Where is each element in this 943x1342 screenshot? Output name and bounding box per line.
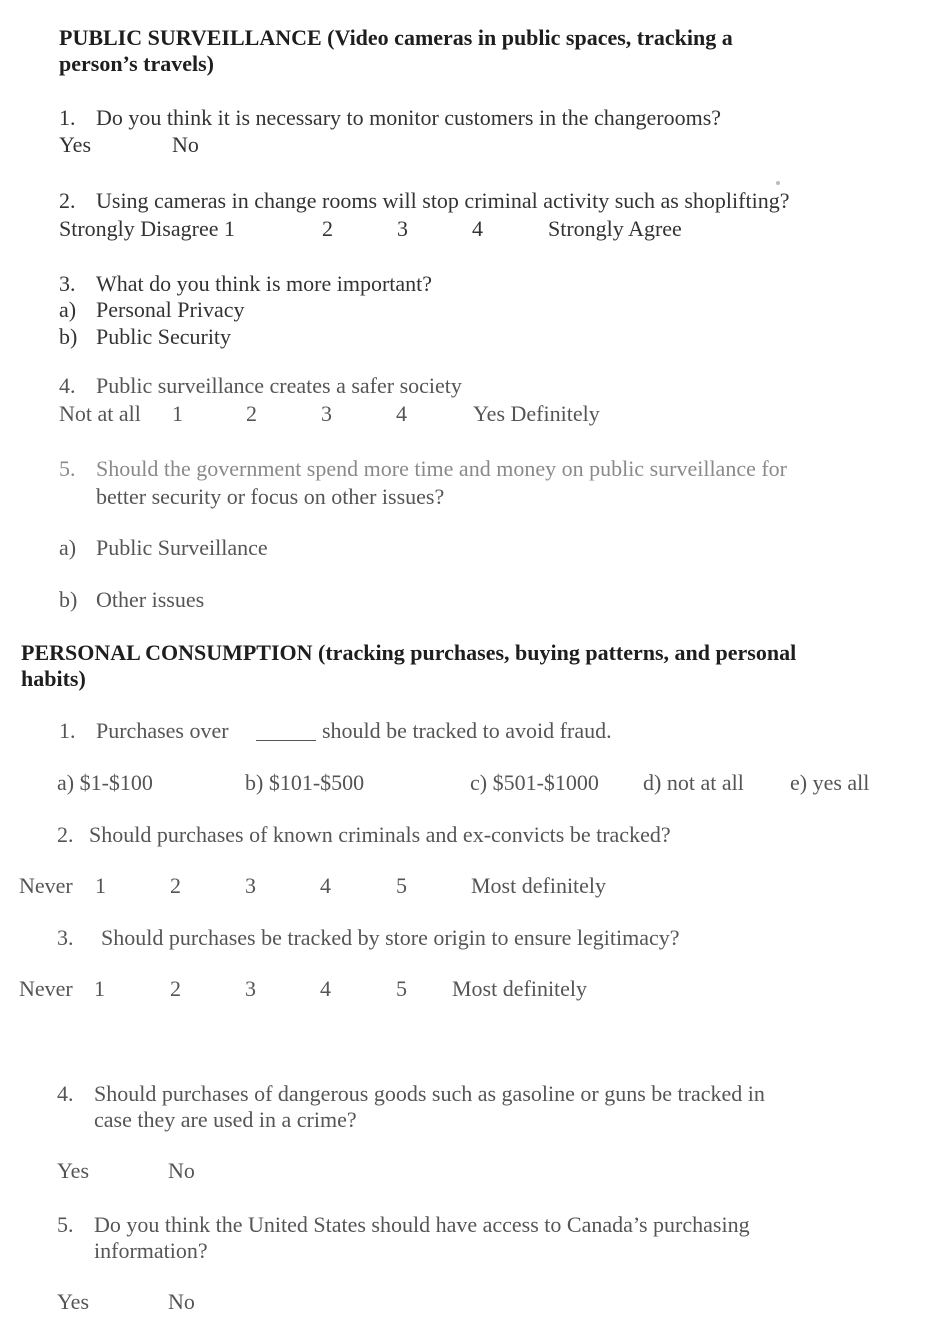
scale-point[interactable]: 3 [397, 216, 408, 241]
heading-line-1: PERSONAL CONSUMPTION (tracking purchases, buying patterns, and personal [21, 640, 797, 665]
question-text: Do you think it is necessary to monitor customers in the changerooms? [96, 105, 722, 130]
scale-point[interactable]: 2 [322, 216, 333, 241]
scale-point[interactable]: 4 [472, 216, 483, 241]
scale-point[interactable]: 5 [396, 976, 407, 1001]
scale-point[interactable]: 2 [246, 401, 257, 426]
option-d[interactable]: d) not at all [643, 770, 744, 795]
option-letter: b) [59, 587, 78, 612]
scale-low-label[interactable]: Strongly Disagree 1 [59, 216, 235, 241]
option-no[interactable]: No [172, 132, 199, 157]
question-text-line-2: case they are used in a crime? [94, 1107, 357, 1132]
option-other-issues[interactable]: Other issues [96, 587, 205, 612]
option-yes[interactable]: Yes [57, 1289, 90, 1314]
question-number: 3. [57, 925, 74, 950]
question-number: 2. [59, 188, 76, 213]
scale-point[interactable]: 2 [170, 976, 181, 1001]
scale-point[interactable]: 3 [245, 873, 256, 898]
question-text: Public surveillance creates a safer society [96, 373, 462, 398]
question-number: 4. [57, 1081, 74, 1106]
question-number: 4. [59, 373, 76, 398]
question-number: 2. [57, 822, 74, 847]
question-number: 1. [59, 105, 76, 130]
scale-high-label: Strongly Agree [548, 216, 682, 241]
scale-point[interactable]: 4 [320, 873, 331, 898]
scale-point[interactable]: 1 [95, 873, 106, 898]
option-public-security[interactable]: Public Security [96, 324, 232, 349]
question-text-after: should be tracked to avoid fraud. [322, 718, 612, 743]
scale-point[interactable]: 5 [396, 873, 407, 898]
question-text-line-1: Do you think the United States should have access to Canada’s purchasing [94, 1212, 750, 1237]
scale-low-label: Never [19, 873, 73, 898]
option-letter: a) [59, 297, 77, 322]
paper-speck [776, 181, 780, 185]
question-text: What do you think is more important? [96, 271, 433, 296]
question-number: 5. [57, 1212, 74, 1237]
option-a[interactable]: a) $1-$100 [57, 770, 153, 795]
option-yes[interactable]: Yes [57, 1158, 90, 1183]
question-number: 3. [59, 271, 76, 296]
option-e[interactable]: e) yes all [790, 770, 870, 795]
question-text-line-1: Should the government spend more time and money on public surveillance for [96, 456, 788, 481]
heading-line-2: habits) [21, 666, 86, 691]
question-text-line-2: information? [94, 1238, 208, 1263]
option-yes[interactable]: Yes [59, 132, 92, 157]
scale-point[interactable]: 1 [94, 976, 105, 1001]
question-text-before: Purchases over [96, 718, 229, 743]
scale-point[interactable]: 4 [320, 976, 331, 1001]
option-no[interactable]: No [168, 1289, 195, 1314]
scale-point[interactable]: 1 [172, 401, 183, 426]
option-b[interactable]: b) $101-$500 [245, 770, 365, 795]
question-text: Using cameras in change rooms will stop criminal activity such as shoplifting? [96, 188, 790, 213]
question-text-line-2: better security or focus on other issues? [96, 484, 445, 509]
scale-high-label: Most definitely [452, 976, 588, 1001]
option-no[interactable]: No [168, 1158, 195, 1183]
question-number: 1. [59, 718, 76, 743]
scale-point[interactable]: 3 [321, 401, 332, 426]
scale-high-label: Yes Definitely [473, 401, 600, 426]
scale-point[interactable]: 4 [396, 401, 407, 426]
section-heading-public-surveillance [59, 25, 879, 77]
fill-in-blank[interactable] [256, 740, 316, 741]
option-public-surveillance[interactable]: Public Surveillance [96, 535, 268, 560]
option-c[interactable]: c) $501-$1000 [470, 770, 599, 795]
question-text-line-1: Should purchases of dangerous goods such as gasoline or guns be tracked in [94, 1081, 765, 1106]
scale-high-label: Most definitely [471, 873, 607, 898]
section-heading-personal-consumption [21, 640, 921, 692]
option-letter: b) [59, 324, 78, 349]
scale-low-label: Not at all [59, 401, 141, 426]
option-personal-privacy[interactable]: Personal Privacy [96, 297, 245, 322]
scale-low-label: Never [19, 976, 73, 1001]
question-text: Should purchases be tracked by store origin to ensure legitimacy? [101, 925, 680, 950]
option-letter: a) [59, 535, 77, 560]
scale-point[interactable]: 3 [245, 976, 256, 1001]
question-number: 5. [59, 456, 76, 481]
heading-line-1: PUBLIC SURVEILLANCE (Video cameras in public spaces, tracking a [59, 25, 733, 50]
scale-point[interactable]: 2 [170, 873, 181, 898]
heading-line-2: person’s travels) [59, 51, 214, 76]
question-text: Should purchases of known criminals and ex-convicts be tracked? [89, 822, 671, 847]
